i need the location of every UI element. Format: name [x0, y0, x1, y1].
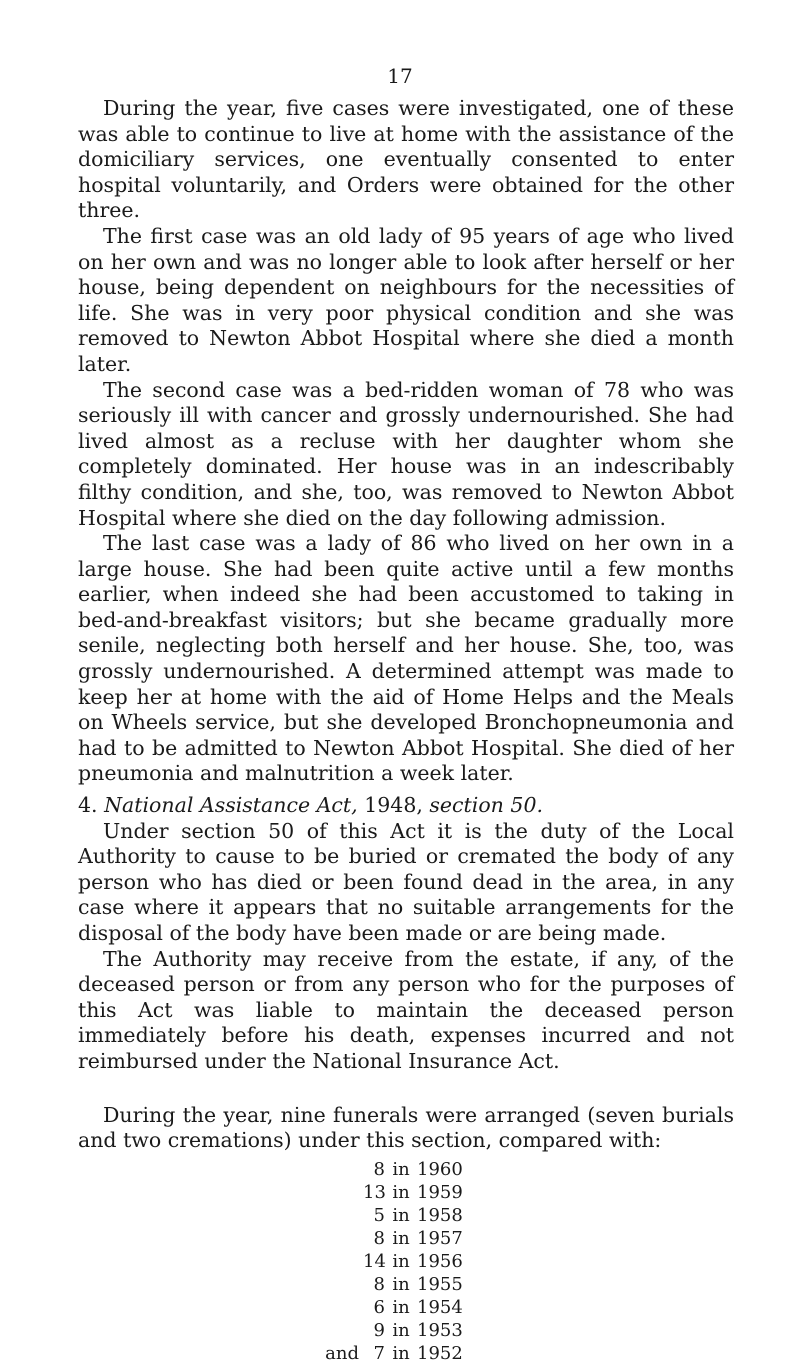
comparison-row: [78, 1158, 734, 1181]
comparison-year: 1958: [417, 1204, 463, 1226]
comparison-in-word: in: [392, 1158, 410, 1180]
comparison-count: 9: [373, 1319, 385, 1341]
comparison-in-word: in: [392, 1227, 410, 1249]
comparison-count: 6: [373, 1296, 385, 1318]
comparison-in-word: in: [392, 1204, 410, 1226]
section-number: 4.: [78, 793, 98, 818]
comparison-prefix: and: [325, 1342, 359, 1364]
comparison-count: 8: [373, 1227, 385, 1249]
section-act-year: 1948,: [364, 793, 423, 818]
comparison-count: 13: [363, 1181, 386, 1203]
comparison-row: [78, 1204, 734, 1227]
comparison-year: 1960: [417, 1158, 463, 1180]
comparison-row: [78, 1273, 734, 1296]
comparison-in-word: in: [392, 1273, 410, 1295]
comparison-year: 1955: [417, 1273, 463, 1295]
comparison-count: 7: [373, 1342, 385, 1364]
paragraph-duty: Under section 50 of this Act it is the duty of the Local Authority to cause to be buried or cremated the body of any person who has died or been found dead in the area, in any case where it appears that no suitable arrangements for the disposal of the body have been made or are being made.: [78, 818, 734, 945]
document-body: [78, 96, 734, 1365]
comparison-row: [78, 1319, 734, 1342]
comparison-row: [78, 1227, 734, 1250]
comparison-count: 5: [373, 1204, 385, 1226]
paragraph-first-case: The first case was an old lady of 95 years of age who lived on her own and was no longer able to look after herself or her house, being dependent on neighbours for the necessities of life. She was in very poor physical condition and she was removed to Newton Abbot Hospital where she died a month later.: [78, 223, 734, 376]
section-label: section 50.: [429, 793, 543, 818]
paragraph-second-case: The second case was a bed-ridden woman of 78 who was seriously ill with cancer and grossly undernourished. She had lived almost as a recluse with her daughter whom she completely dominated. Her house was in an indescribably filthy condition, and she, too, was removed to Newton Abbot Hospital where she died on the day following admission.: [78, 377, 734, 530]
comparison-row: [78, 1250, 734, 1273]
comparison-count: 14: [363, 1250, 386, 1272]
comparison-count: 8: [373, 1273, 385, 1295]
comparison-year: 1956: [417, 1250, 463, 1272]
comparison-year: 1953: [417, 1319, 463, 1341]
comparison-in-word: in: [392, 1342, 410, 1364]
page-number: 17: [387, 64, 413, 88]
comparison-year: 1959: [417, 1181, 463, 1203]
paragraph-funerals: During the year, nine funerals were arranged (seven burials and two cremations) under this section, compared with:: [78, 1102, 734, 1153]
comparison-year: 1957: [417, 1227, 463, 1249]
comparison-row: [78, 1296, 734, 1319]
comparison-in-word: in: [392, 1181, 410, 1203]
spacer: [78, 1075, 734, 1103]
section-act-title: National Assistance Act,: [104, 793, 358, 818]
comparison-in-word: in: [392, 1296, 410, 1318]
section-heading: [78, 793, 734, 819]
comparison-in-word: in: [392, 1319, 410, 1341]
comparison-row: [78, 1342, 734, 1365]
paragraph-intro: During the year, five cases were investigated, one of these was able to continue to live at home with the assistance of the domiciliary services, one eventually consented to enter hospital voluntarily, and Orders were obtained for the other three.: [78, 96, 734, 223]
comparison-year: 1954: [417, 1296, 463, 1318]
paragraph-last-case: The last case was a lady of 86 who lived on her own in a large house. She had been quite active until a few months earlier, when indeed she had been accustomed to taking in bed-and-breakfast visitors; but she became gradually more senile, neglecting both herself and her house. She, too, was grossly undernourished. A determined attempt was made to keep her at home with the aid of Home Helps and the Meals on Wheels service, but she developed Bronchopneumonia and had to be admitted to Newton Abbot Hospital. She died of her pneumonia and malnutrition a week later.: [78, 531, 734, 786]
comparison-row: [78, 1181, 734, 1204]
comparison-count: 8: [373, 1158, 385, 1180]
comparison-year: 1952: [417, 1342, 463, 1364]
comparison-list: [78, 1158, 734, 1365]
paragraph-expenses: The Authority may receive from the estate, if any, of the deceased person or from any person who for the purposes of this Act was liable to maintain the deceased person immediately before his death, expenses incurred and not reimbursed under the National Insurance Act.: [78, 946, 734, 1073]
comparison-in-word: in: [392, 1250, 410, 1272]
